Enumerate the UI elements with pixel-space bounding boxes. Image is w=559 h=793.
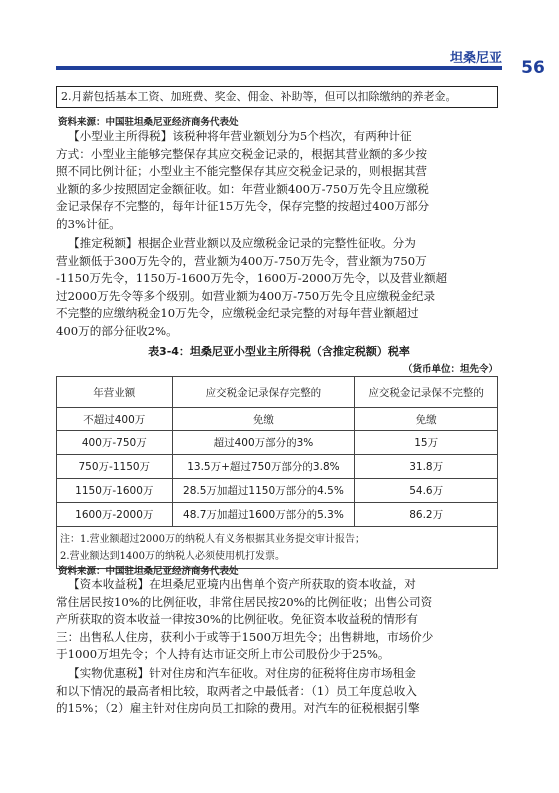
table-cell: 1150万-1600万 — [57, 479, 173, 503]
paragraph-line: 营业额低于300万先令的，营业额为400万-750万先令，营业额为750万 — [56, 253, 427, 268]
table-cell: 超过400万部分的3% — [172, 431, 355, 455]
paragraph-line: 产所获取的资本收益一律按30%的比例征收。免征资本收益税的情形有 — [56, 612, 418, 627]
table-header-cell: 应交税金记录保不完整的 — [355, 377, 498, 408]
tax-rate-table — [56, 376, 498, 569]
running-header-title: 坦桑尼亚 — [449, 51, 502, 66]
table-row — [57, 479, 498, 503]
paragraph-line: 【推定税额】根据企业营业额以及应缴税金记录的完整性征收。分为 — [68, 236, 416, 250]
salary-note-box: 2.月薪包括基本工资、加班费、奖金、佣金、补助等，但可以扣除缴纳的养老金。 — [56, 86, 498, 108]
currency-unit-label: （货币单位：坦先令） — [402, 364, 498, 375]
table-cell: 1600万-2000万 — [57, 503, 173, 527]
table-cell: 750万-1150万 — [57, 455, 173, 479]
table-note: 注：1.营业额超过2000万的纳税人有义务根据其业务提交审计报告； — [60, 533, 365, 545]
paragraph-line: 方式：小型业主能够完整保存其应交税金记录的，根据其营业额的多少按 — [56, 146, 428, 161]
paragraph-line: 不完整的应缴纳税金10万先令，应缴税金纪录完整的对每年营业额超过 — [56, 306, 419, 321]
capital-gains-tax-paragraph — [56, 576, 502, 664]
table-header-cell: 年营业额 — [57, 377, 173, 408]
table-cell: 15万 — [355, 431, 498, 455]
paragraph-line: 的15%；（2）雇主针对住房向员工扣除的费用。对汽车的征税根据引擎 — [56, 701, 420, 716]
benefits-in-kind-tax-paragraph — [56, 665, 502, 718]
table-note: 2.营业额达到1400万的纳税人必须使用机打发票。 — [60, 550, 285, 562]
paragraph-line: 的3%计征。 — [56, 216, 121, 231]
paragraph-line: 于1000万坦先令；个人持有达市证交所上市公司股份少于25%。 — [56, 647, 390, 662]
paragraph-line: 常住居民按10%的比例征收，非常住居民按20%的比例征收；出售公司资 — [56, 594, 433, 609]
header-rule — [56, 66, 502, 70]
table-cell: 28.5万加超过1150万部分的4.5% — [172, 479, 355, 503]
table-row — [57, 408, 498, 431]
paragraph-line: 和以下情况的最高者相比较，取两者之中最低者：（1）员工年度总收入 — [56, 683, 417, 698]
paragraph-line: 三：出售私人住房，获利小于或等于1500万坦先令；出售耕地，市场价少 — [56, 629, 434, 644]
paragraph-line: 照不同比例计征；小型业主不能完整保存其应交税金记录的，则根据其营 — [56, 164, 428, 179]
paragraph-line: 【实物优惠税】针对住房和汽车征收。对住房的征税将住房市场租金 — [68, 666, 416, 680]
table-row — [57, 455, 498, 479]
paragraph-line: 400万的部分征收2%。 — [56, 323, 178, 338]
table-cell: 86.2万 — [355, 503, 498, 527]
table-row — [57, 503, 498, 527]
page-number: 56 — [521, 58, 545, 78]
paragraph-line: 过2000万先令等多个级别。如营业额为400万-750万先令且应缴税金纪录 — [56, 288, 436, 303]
table-cell: 31.8万 — [355, 455, 498, 479]
source-note: 资料来源：中国驻坦桑尼亚经济商务代表处 — [58, 117, 239, 128]
table-cell: 免缴 — [355, 408, 498, 431]
table-header-row — [57, 377, 498, 408]
table-cell: 免缴 — [172, 408, 355, 431]
table-cell: 48.7万加超过1600万部分的5.3% — [172, 503, 355, 527]
paragraph-line: 金记录保存不完整的，每年计征15万先令，保存完整的按超过400万部分 — [56, 199, 430, 214]
table-cell: 13.5万+超过750万部分的3.8% — [172, 455, 355, 479]
source-note: 资料来源：中国驻坦桑尼亚经济商务代表处 — [58, 566, 239, 577]
table-cell: 400万-750万 — [57, 431, 173, 455]
table-cell: 54.6万 — [355, 479, 498, 503]
table-title: 表3-4：坦桑尼亚小型业主所得税（含推定税额）税率 — [148, 345, 410, 358]
paragraph-line: 【资本收益税】在坦桑尼亚境内出售单个资产所获取的资本收益，对 — [68, 577, 416, 591]
small-business-tax-paragraph — [56, 128, 502, 234]
table-header-cell: 应交税金记录保存完整的 — [172, 377, 355, 408]
paragraph-line: 业额的多少按照固定金额征收。如：年营业额400万-750万先令且应缴税 — [56, 181, 429, 196]
presumptive-tax-paragraph — [56, 235, 502, 341]
paragraph-line: -1150万先令，1150万-1600万先令，1600万-2000万先令，以及营业额超 — [56, 271, 448, 286]
paragraph-line: 【小型业主所得税】该税种将年营业额划分为5个档次，有两种计征 — [68, 129, 412, 143]
table-row — [57, 431, 498, 455]
table-cell: 不超过400万 — [57, 408, 173, 431]
